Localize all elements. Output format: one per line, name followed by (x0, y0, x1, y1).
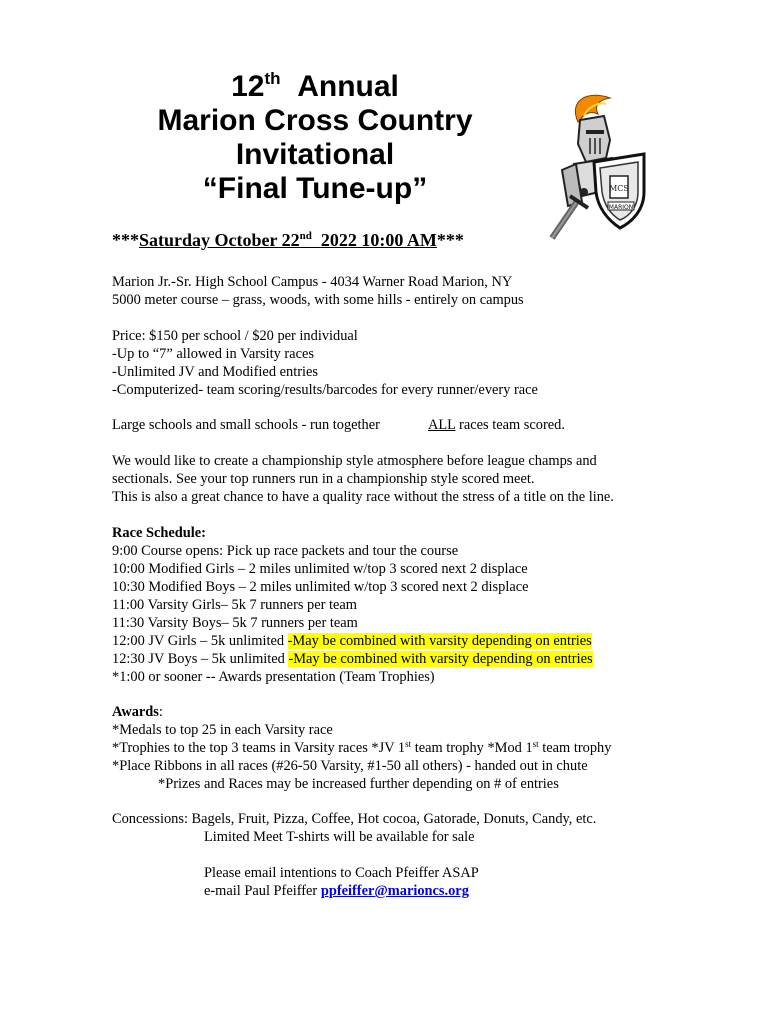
venue-course: 5000 meter course – grass, woods, with some hills - entirely on campus (112, 292, 524, 308)
schedule-note-highlight: -May be combined with varsity depending on entries (288, 651, 593, 667)
schedule-heading: Race Schedule: (112, 525, 206, 541)
title-line-2: Marion Cross Country (157, 104, 473, 137)
email-link[interactable]: ppfeiffer@marioncs.org (320, 883, 469, 899)
schedule-item: 11:00 Varsity Girls– 5k 7 runners per team (112, 597, 357, 613)
schedule-item: 12:00 JV Girls – 5k unlimited -May be combined with varsity depending on entries (112, 633, 592, 649)
tshirt-line: Limited Meet T-shirts will be available for sale (204, 829, 475, 845)
team-scored-line: ALL races team scored. (428, 417, 565, 433)
flyer-title (140, 70, 490, 206)
rule-jv-mod: -Unlimited JV and Modified entries (112, 364, 318, 380)
schedule-item: 9:00 Course opens: Pick up race packets and tour the course (112, 543, 459, 559)
venue-address: Marion Jr.-Sr. High School Campus - 4034 Warner Road Marion, NY (112, 274, 513, 290)
title-line-1: 12th Annual (231, 69, 399, 103)
contact-line: Please email intentions to Coach Pfeiffer ASAP (204, 865, 479, 881)
price-line: Price: $150 per school / $20 per individual (112, 328, 358, 344)
knight-mascot-icon (548, 92, 648, 242)
schedule-note-highlight: -May be combined with varsity depending on entries (287, 633, 592, 649)
schools-line: Large schools and small schools - run together (112, 417, 380, 433)
awards-trophies: *Trophies to the top 3 teams in Varsity races *JV 1st team trophy *Mod 1st team trophy (112, 739, 612, 756)
title-line-4: “Final Tune-up” (202, 172, 428, 205)
intro-line-3: This is also a great chance to have a quality race without the stress of a title on the line. (112, 489, 614, 505)
concessions-line: Concessions: Bagels, Fruit, Pizza, Coffee, Hot cocoa, Gatorade, Donuts, Candy, etc. (112, 811, 597, 827)
rule-scoring: -Computerized- team scoring/results/barcodes for every runner/every race (112, 382, 538, 398)
schedule-item: 12:30 JV Boys – 5k unlimited -May be combined with varsity depending on entries (112, 651, 593, 667)
title-line-3: Invitational (235, 138, 395, 171)
shield-initials: MCS (609, 184, 629, 193)
awards-ribbons: *Place Ribbons in all races (#26-50 Varsity, #1-50 all others) - handed out in chute (112, 758, 588, 774)
schedule-item: 10:00 Modified Girls – 2 miles unlimited w/top 3 scored next 2 displace (112, 561, 528, 577)
event-date: ***Saturday October 22nd 2022 10:00 AM*** (112, 230, 464, 250)
schedule-item: 11:30 Varsity Boys– 5k 7 runners per team (112, 615, 358, 631)
awards-heading: Awards: (112, 704, 163, 720)
email-line: e-mail Paul Pfeiffer ppfeiffer@marioncs.org (204, 883, 469, 899)
intro-line-1: We would like to create a championship style atmosphere before league champs and (112, 453, 597, 469)
shield-text: MARION (608, 204, 634, 211)
awards-medals: *Medals to top 25 in each Varsity race (112, 722, 333, 738)
awards-prizes: *Prizes and Races may be increased further depending on # of entries (158, 776, 559, 792)
schedule-item: 10:30 Modified Boys – 2 miles unlimited w/top 3 scored next 2 displace (112, 579, 529, 595)
rule-varsity: -Up to “7” allowed in Varsity races (112, 346, 314, 362)
event-date-text: Saturday October 22nd 2022 10:00 AM (139, 230, 437, 250)
schedule-item: *1:00 or sooner -- Awards presentation (Team Trophies) (112, 669, 435, 685)
intro-line-2: sectionals. See your top runners run in a championship style scored meet. (112, 471, 535, 487)
